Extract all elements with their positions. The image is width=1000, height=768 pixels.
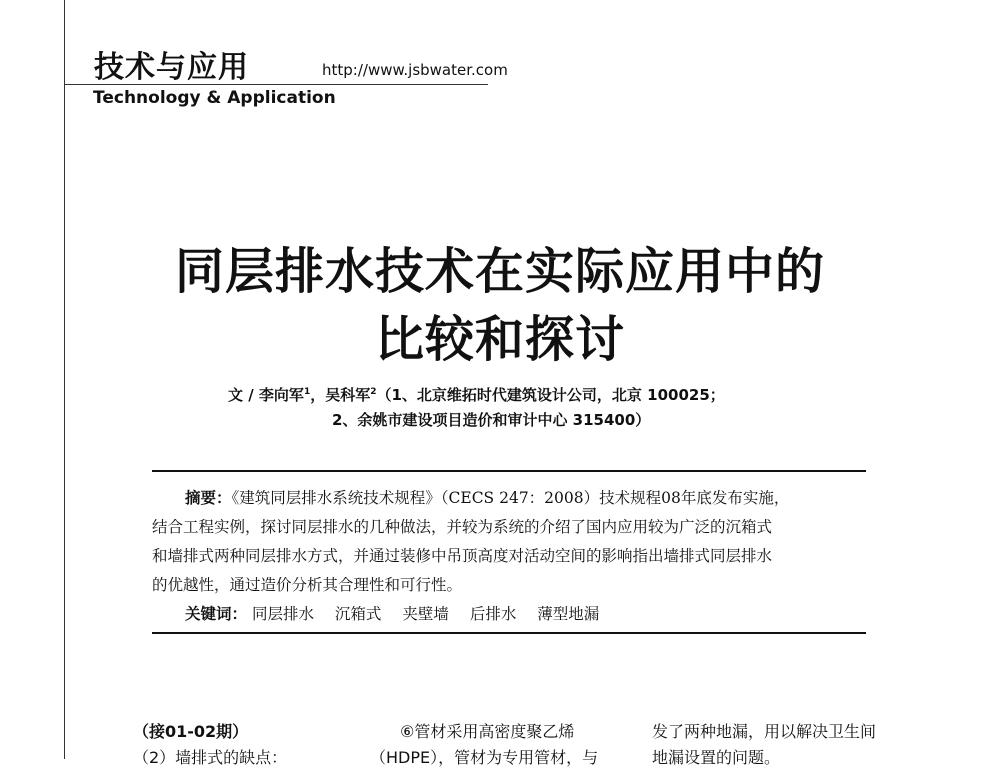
keywords-label: 关键词： (185, 604, 248, 623)
keyword-item: 后排水 (469, 605, 517, 623)
left-margin-rule (64, 0, 65, 759)
abstract-text-1: 《建筑同层排水系统技术规程》（CECS 247：2008）技术规程08年底发布实施， (231, 489, 790, 507)
article-title-line-1: 同层排水技术在实际应用中的 (174, 243, 825, 300)
body-col1-line-1: （接01-02期） (133, 722, 249, 741)
keyword-item: 薄型地漏 (537, 605, 600, 623)
abstract-label: 摘要： (185, 488, 232, 507)
section-title-en: Technology & Application (93, 88, 336, 108)
body-col3-line-2: 地漏设置的问题。 (652, 748, 781, 767)
affiliation-2: 2、余姚市建设项目造价和审计中心 315400） (332, 411, 651, 429)
author-sup-1: 1 (303, 387, 311, 397)
author-separator: ，吴科军 (310, 386, 371, 404)
author-sup-2: 2 (370, 387, 377, 397)
keywords-line (185, 602, 615, 624)
body-col3-line-1: 发了两种地漏，用以解决卫生间 (652, 722, 877, 741)
abstract-bottom-rule (152, 632, 866, 634)
abstract-line-1 (185, 486, 789, 508)
affiliation-1: （1、北京维拓时代建筑设计公司，北京 100025； (376, 386, 725, 404)
author-line (228, 384, 725, 405)
abstract-line-4: 的优越性，通过造价分析其合理性和可行性。 (152, 576, 463, 594)
keyword-item: 同层排水 (251, 605, 314, 623)
keyword-item: 沉箱式 (334, 605, 382, 623)
abstract-top-rule (152, 470, 866, 472)
abstract-line-3: 和墙排式两种同层排水方式，并通过装修中吊顶高度对活动空间的影响指出墙排式同层排水 (152, 547, 773, 565)
body-col1-line-2: （2）墙排式的缺点： (133, 748, 288, 767)
article-title-line-2: 比较和探讨 (374, 311, 625, 368)
abstract-line-2: 结合工程实例，探讨同层排水的几种做法，并较为系统的介绍了国内应用较为广泛的沉箱式 (152, 518, 773, 536)
body-col2-line-1: ⑥管材采用高密度聚乙烯 (400, 722, 575, 741)
body-col2-line-2: （HDPE），管材为专用管材，与 (370, 748, 599, 767)
keyword-item: 夹壁墙 (402, 605, 449, 623)
section-title-cn: 技术与应用 (94, 50, 249, 85)
journal-url[interactable]: http://www.jsbwater.com (322, 61, 508, 79)
author-prefix: 文 / 李向军 (228, 386, 304, 404)
